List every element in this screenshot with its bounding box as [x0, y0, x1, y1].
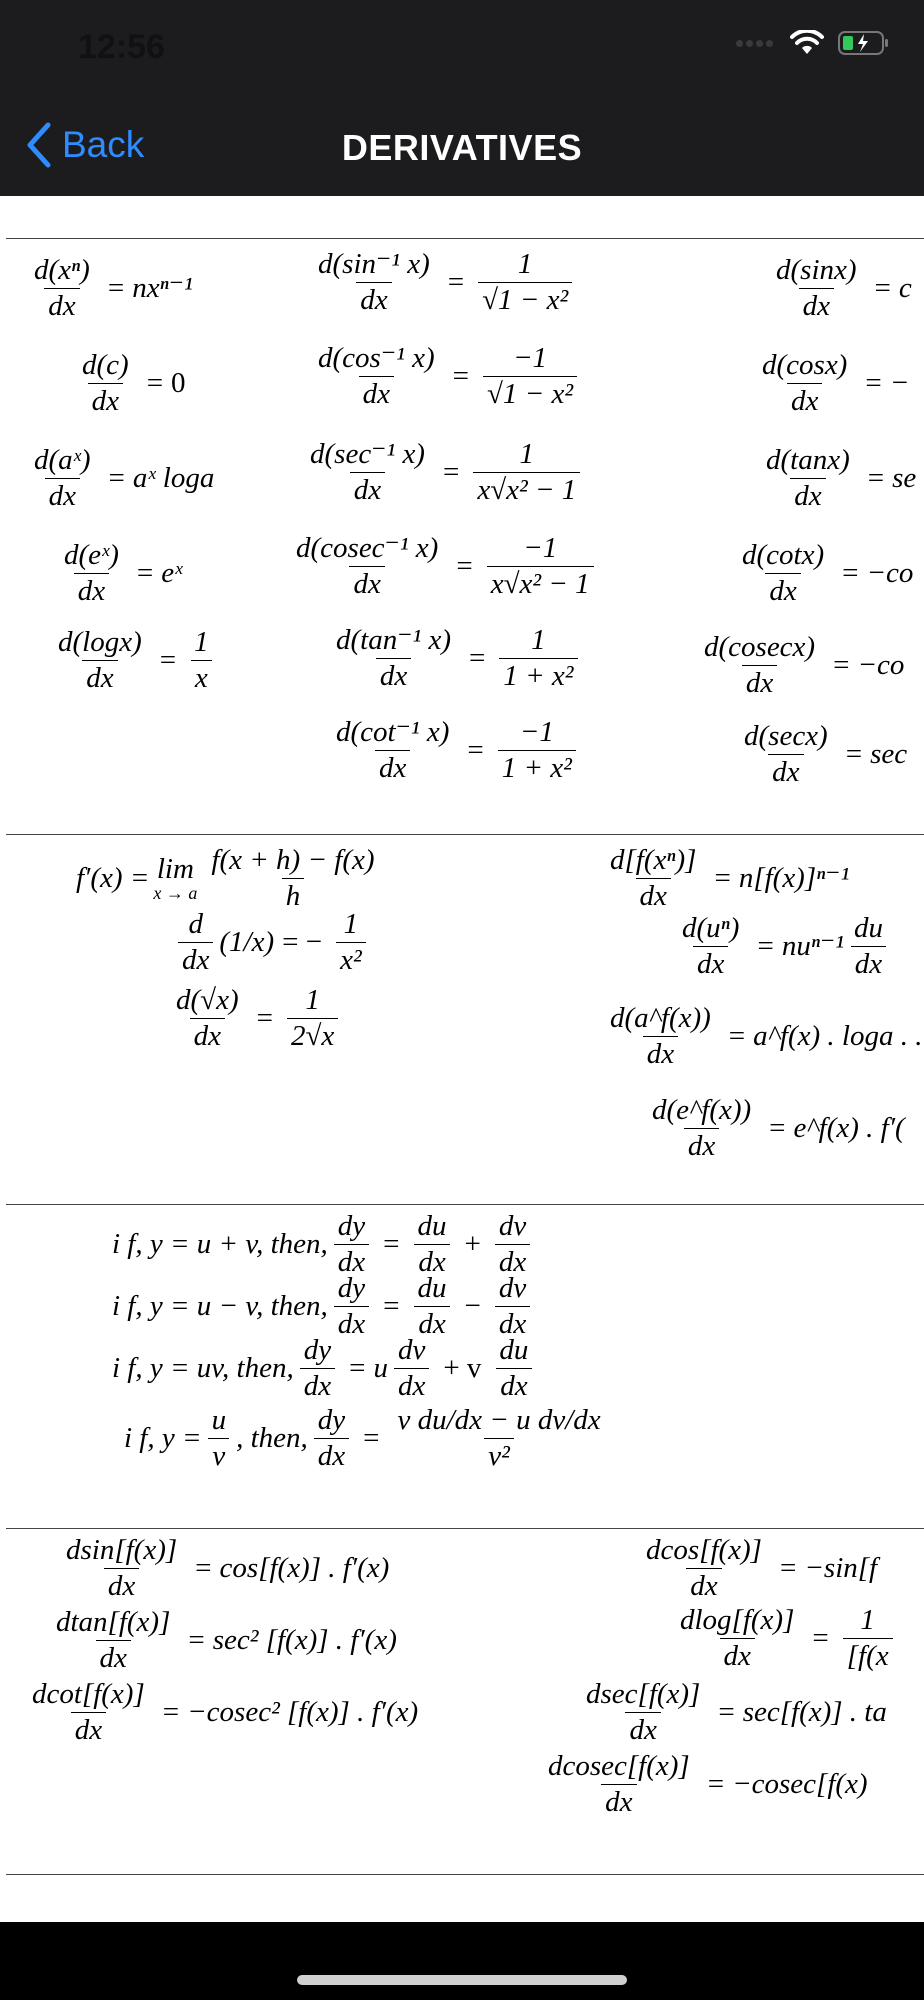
formula-limit-definition: f′(x) = lim x → a $\frac{f(x + h) - f(x)}{h}$	[76, 844, 375, 912]
formula-d-e-power-fx: $\frac{d(e\^{}f(x))}{dx}$ = e^f(x) . f′(	[652, 1094, 905, 1162]
formula-d-a-power-fx: $\frac{d(a\^{}f(x))}{dx}$ = a^f(x) . loga . .	[610, 1002, 923, 1070]
formula-d-sqrt: $\frac{d(√x)}{dx}$ = $\frac{1}{2√x}$	[166, 986, 344, 1051]
back-label: Back	[62, 124, 145, 165]
home-bar-area	[0, 1922, 924, 2000]
formula-d-sin: $\frac{d(\sin x)}{dx}$ = c	[776, 254, 912, 322]
formula-d-sec: $\frac{d(\sec x)}{dx}$ = sec	[744, 720, 908, 788]
formula-d-tan-fx: $\frac{dtan[f(x)]}{dx}$ = sec² [f(x)] . f′(x)	[56, 1606, 397, 1674]
divider	[6, 1874, 924, 1875]
formula-d-arcsin: $\frac{\text{d(sin⁻¹ x)}}{dx}$ = $\frac{1}{\text{√1 − x²}}$	[308, 250, 578, 315]
page-title: DERIVATIVES	[341, 127, 583, 168]
formula-d-u-power-n: $\frac{\text{d(uⁿ)}}{dx}$ = nuⁿ⁻¹ $\frac{du}{dx}$	[672, 914, 893, 979]
navigation-bar	[0, 100, 924, 196]
formula-d-f-x-power-n: $\frac{\text{d[f(xⁿ)]}}{dx}$ = n[f(x)]ⁿ⁻¹	[610, 844, 850, 912]
divider	[6, 834, 924, 835]
formula-product-rule: i f, y = uv, then, $\frac{dy}{dx}$ = u $\frac{dv}{dx}$ + v $\frac{du}{dx}$	[112, 1336, 538, 1401]
formula-d-tan: $\frac{d(\tan x)}{dx}$ = se	[766, 444, 917, 512]
signal-dots-icon	[736, 34, 776, 52]
formula-quotient-rule: i f, y = $\frac{u}{v}$ , then, $\frac{dy}{dx}$ = $\frac{\text{v du/dx − u dv/dx}}{\text{v²}}$	[124, 1404, 601, 1472]
formula-d-cos-fx: $\frac{dcos[f(x)]}{dx}$ = −sin[f	[646, 1534, 878, 1602]
formula-d-e-power-x: $\frac{\text{d(eˣ)}}{dx}$ = eˣ	[64, 539, 183, 607]
formula-d-sec-fx: $\frac{dsec[f(x)]}{dx}$ = sec[f(x)] . ta	[586, 1678, 887, 1746]
formula-d-reciprocal: $\frac{d}{dx}$ (1/x) = − $\frac{1}{\text{x²}}$	[172, 910, 372, 975]
status-icons	[736, 30, 890, 56]
formula-d-a-power-x: $\frac{\text{d(aˣ)}}{dx}$ = aˣ loga	[34, 444, 215, 512]
divider	[6, 1204, 924, 1205]
divider	[6, 1528, 924, 1529]
formula-difference-rule: i f, y = u − v, then, $\frac{dy}{dx}$ = $\frac{du}{dx}$ − $\frac{dv}{dx}$	[112, 1274, 536, 1339]
formula-d-arccot: $\frac{\text{d(cot⁻¹ x)}}{dx}$ = $\frac{-1}{\text{1 + x²}}$	[326, 718, 582, 783]
formula-d-arccos: $\frac{\text{d(cos⁻¹ x)}}{dx}$ = $\frac{-1}{\text{√1 − x²}}$	[308, 344, 583, 409]
formula-d-x-power-n: $\frac{\text{d(xⁿ)}}{dx}$ = nxⁿ⁻¹	[34, 254, 193, 322]
formula-sum-rule: i f, y = u + v, then, $\frac{dy}{dx}$ = $\frac{du}{dx}$ + $\frac{dv}{dx}$	[112, 1212, 536, 1277]
formula-d-log-fx: $\frac{dlog[f(x)]}{dx}$ = $\frac{1}{[f(x}$	[670, 1606, 899, 1671]
home-indicator[interactable]	[297, 1975, 627, 1985]
formula-d-cos: $\frac{d(\cos x)}{dx}$ = −	[762, 349, 910, 417]
divider	[6, 238, 924, 239]
formula-sheet[interactable]	[0, 196, 924, 1922]
formula-d-cot-fx: $\frac{dcot[f(x)]}{dx}$ = −cosec² [f(x)] . f′(x)	[32, 1678, 419, 1746]
formula-d-log-x: $\frac{d(\log x)}{dx}$ = $\frac{1}{x}$	[48, 628, 219, 693]
formula-d-arctan: $\frac{\text{d(tan⁻¹ x)}}{dx}$ = $\frac{1}{\text{1 + x²}}$	[326, 626, 584, 691]
formula-d-cot: $\frac{d(\cot x)}{dx}$ = −co	[742, 539, 914, 607]
battery-charging-icon	[838, 30, 890, 56]
wifi-icon	[790, 30, 824, 56]
formula-d-cosec: $\frac{d(cosecx)}{dx}$ = −co	[704, 631, 905, 699]
formula-d-arccosec: $\frac{\text{d(cosec⁻¹ x)}}{dx}$ = $\frac{-1}{\text{x√x² − 1}}$	[286, 534, 600, 599]
formula-d-arcsec: $\frac{\text{d(sec⁻¹ x)}}{dx}$ = $\frac{1}{\text{x√x² − 1}}$	[300, 440, 586, 505]
formula-d-sin-fx: $\frac{dsin[f(x)]}{dx}$ = cos[f(x)] . f′(x)	[66, 1534, 390, 1602]
status-bar	[0, 0, 924, 100]
formula-d-constant: $\frac{d(c)}{dx}$ = 0	[82, 349, 186, 417]
formula-d-cosec-fx: $\frac{\text{dcosec[f(x)]}}{dx}$ = −cosec[f(x)	[548, 1750, 868, 1818]
status-time: 12:56	[78, 28, 165, 66]
